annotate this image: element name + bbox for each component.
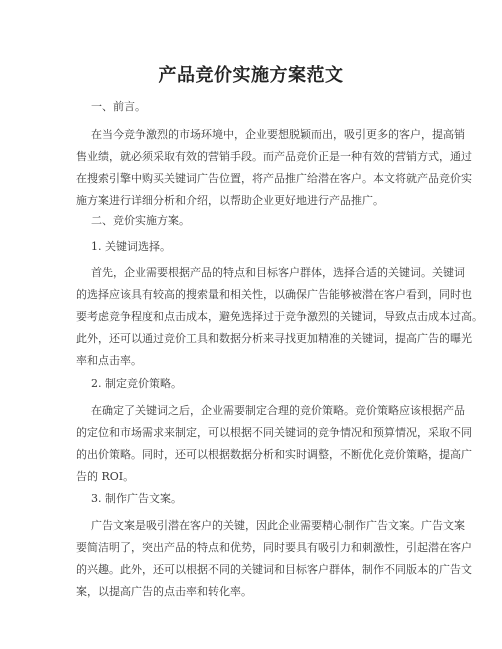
paragraph-line: 首先，企业需要根据产品的特点和目标客户群体，选择合适的关键词。关键词 (91, 266, 465, 279)
paragraph-line: 此外，还可以通过竞价工具和数据分析来寻找更加精准的关键词，提高广告的曝光 (76, 332, 472, 345)
subsection-heading-keywords: 1. 关键词选择。 (91, 240, 171, 253)
paragraph-line: 的选择应该具有较高的搜索量和相关性，以确保广告能够被潜在客户看到，同时也 (76, 288, 472, 301)
paragraph-line: 要简洁明了，突出产品的特点和优势，同时要具有吸引力和刺激性，引起潜在客户 (76, 541, 472, 554)
paragraph-line: 率和点击率。 (76, 354, 142, 367)
section-heading-preface: 一、前言。 (91, 100, 146, 113)
paragraph-line: 告的 ROI。 (76, 470, 135, 483)
paragraph-line: 在确定了关键词之后，企业需要制定合理的竞价策略。竞价策略应该根据产品 (91, 404, 465, 417)
paragraph-line: 施方案进行详细分析和介绍，以帮助企业更好地进行产品推广。 (76, 194, 384, 207)
paragraph-line: 在搜索引擎中购买关键词广告位置，将产品推广给潜在客户。本文将就产品竞价实 (76, 172, 472, 185)
paragraph-line: 广告文案是吸引潜在客户的关键，因此企业需要精心制作广告文案。广告文案 (91, 519, 465, 532)
section-heading-plan: 二、竞价实施方案。 (91, 214, 190, 227)
paragraph-line: 售业绩，就必须采取有效的营销手段。而产品竞价正是一种有效的营销方式，通过 (76, 150, 472, 163)
subsection-heading-ad-copy: 3. 制作广告文案。 (91, 492, 182, 505)
paragraph-line: 案，以提高广告的点击率和转化率。 (76, 585, 252, 598)
paragraph-line: 的出价策略。同时，还可以根据数据分析和实时调整，不断优化竞价策略，提高广 (76, 448, 472, 461)
paragraph-line: 要考虑竞争程度和点击成本，避免选择过于竞争激烈的关键词，导致点击成本过高。 (76, 310, 483, 323)
paragraph-line: 的兴趣。此外，还可以根据不同的关键词和目标客户群体，制作不同版本的广告文 (76, 563, 472, 576)
paragraph-line: 的定位和市场需求来制定，可以根据不同关键词的竞争情况和预算情况，采取不同 (76, 426, 472, 439)
document-title: 产品竞价实施方案范文 (158, 65, 344, 86)
subsection-heading-strategy: 2. 制定竞价策略。 (91, 377, 182, 390)
paragraph-line: 在当今竞争激烈的市场环境中，企业要想脱颖而出，吸引更多的客户，提高销 (91, 128, 465, 141)
